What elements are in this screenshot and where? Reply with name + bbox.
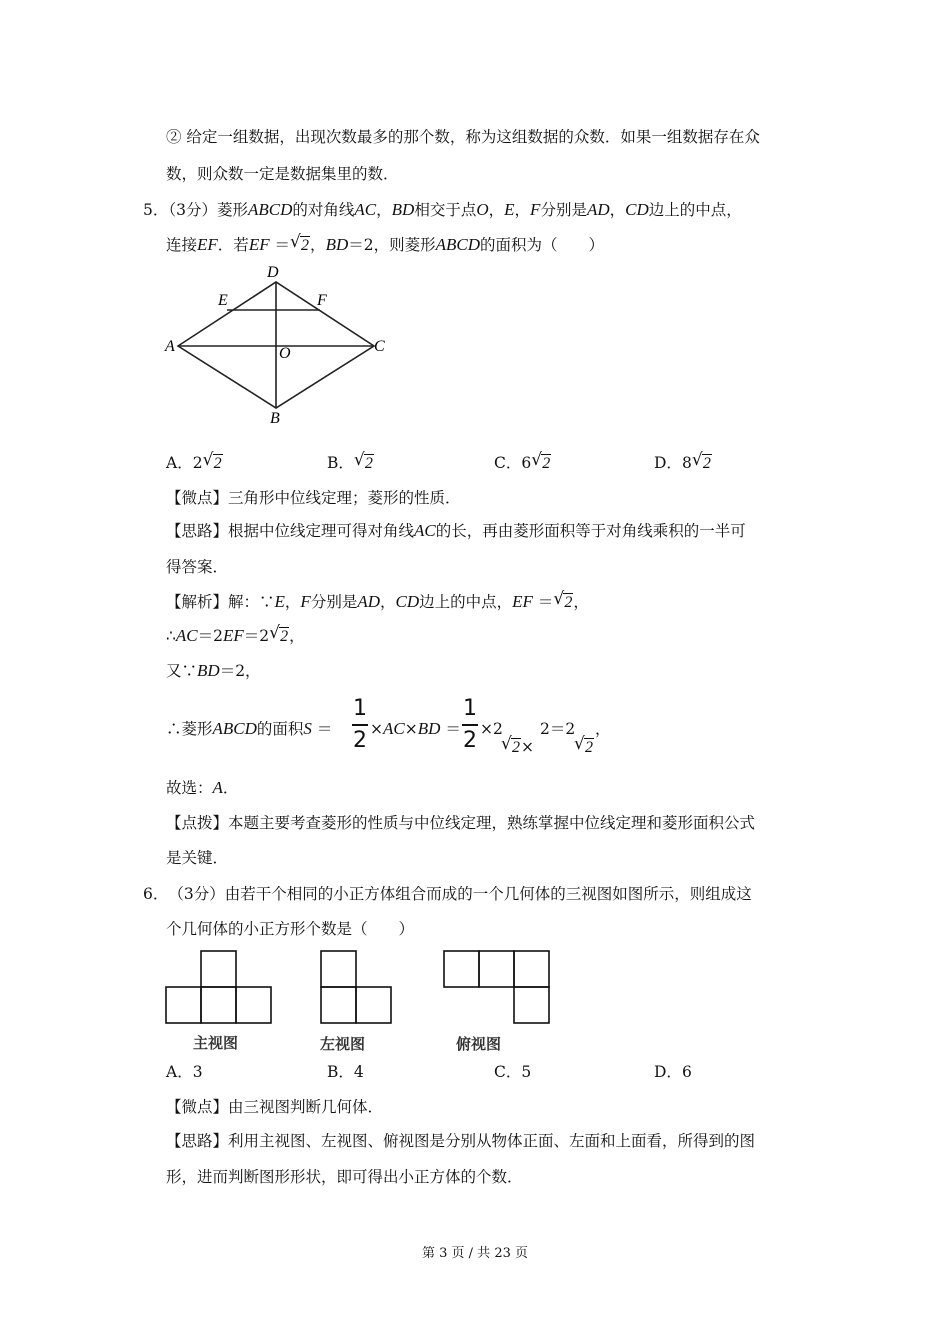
q6-stem-line1: 6． （3分）由若干个相同的小正方体组合而成的一个几何体的三视图如图所示，则组成这 (143, 885, 752, 903)
q5-weidian: 【微点】三角形中位线定理；菱形的性质． (166, 489, 461, 507)
label-left-view: 左视图 (320, 1035, 366, 1053)
q5-jiexi-line4-sqrt1: √ 2× (501, 736, 534, 759)
label-top-view: 俯视图 (456, 1035, 502, 1053)
q5-silu-line1: 【思路】根据中位线定理可得对角线AC的长，再由菱形面积等于对角线乘积的一半可 (166, 521, 746, 540)
q5-jiexi-line4-text: ∴菱形ABCD的面积S ＝ (166, 719, 333, 738)
label-front-view: 主视图 (193, 1034, 239, 1052)
label-o: O (279, 345, 291, 362)
q5-jiexi-line4-mid: ×AC×BD ＝ (370, 719, 461, 738)
q6-weidian: 【微点】由三视图判断几何体． (166, 1098, 384, 1116)
fraction-half-1: 1 2 (353, 696, 367, 753)
q5-option-b[interactable]: B．√ 2 (327, 452, 374, 475)
q5-option-d[interactable]: D．8√ 2 (654, 452, 712, 475)
three-views-figure (160, 945, 560, 1030)
q5-dianbo-line2: 是关键． (166, 849, 229, 867)
prev-line-1: ② 给定一组数据，出现次数最多的那个数，称为这组数据的众数．如果一组数据存在众 (166, 128, 760, 146)
q5-jiexi-line4-end: ， (595, 720, 611, 738)
label-f: F (317, 292, 327, 309)
q6-option-a[interactable]: A．3 (166, 1063, 203, 1081)
q6-option-c[interactable]: C．5 (494, 1063, 532, 1081)
label-c: C (374, 338, 385, 355)
q5-jiexi-line2: ∴AC＝2EF＝2√ 2， (166, 625, 305, 648)
q5-silu-line2: 得答案． (166, 558, 229, 576)
label-d: D (267, 264, 279, 281)
q6-option-d[interactable]: D．6 (654, 1063, 692, 1081)
q5-guxuan: 故选：A． (166, 778, 239, 797)
top-view-grid (444, 951, 549, 1023)
q5-jiexi-line4-n: 2＝2 (540, 720, 576, 738)
q5-dianbo-line1: 【点拨】本题主要考查菱形的性质与中位线定理，熟练掌握中位线定理和菱形面积公式 (166, 814, 756, 832)
label-e: E (218, 292, 228, 309)
label-b: B (270, 410, 280, 427)
left-view-grid (321, 951, 391, 1023)
rhombus-figure (160, 260, 400, 430)
prev-line-2: 数，则众数一定是数据集里的数． (166, 165, 399, 183)
q5-jiexi-line4-sqrt2: √ 2 (574, 736, 594, 759)
q5-jiexi-line1: 【解析】解：∵E，F分别是AD，CD边上的中点，EF ＝√ 2， (166, 591, 589, 614)
q6-silu-line1: 【思路】利用主视图、左视图、俯视图是分别从物体正面、左面和上面看，所得到的图 (166, 1132, 756, 1150)
q5-jiexi-line4-k: ×2 (480, 720, 503, 738)
q6-option-b[interactable]: B．4 (327, 1063, 364, 1081)
q5-option-a[interactable]: A．2√ 2 (166, 452, 223, 475)
q5-option-c[interactable]: C．6√ 2 (494, 452, 551, 475)
front-view-grid (166, 951, 271, 1023)
q5-stem-line2: 连接EF．若EF ＝√ 2，BD＝2，则菱形ABCD的面积为（ ） (166, 234, 604, 257)
page-footer: 第 3 页 / 共 23 页 (422, 1246, 528, 1261)
label-a: A (165, 338, 175, 355)
q5-jiexi-line3: 又∵BD＝2， (166, 661, 261, 680)
q6-silu-line2: 形，进而判断图形形状，即可得出小正方体的个数． (166, 1168, 523, 1186)
q5-stem-line1: 5．（3分）菱形ABCD的对角线AC，BD相交于点O，E，F分别是AD，CD边上的中点， (143, 200, 742, 219)
q6-stem-line2: 个几何体的小正方形个数是（ ） (166, 920, 415, 938)
fraction-half-2: 1 2 (463, 696, 477, 753)
